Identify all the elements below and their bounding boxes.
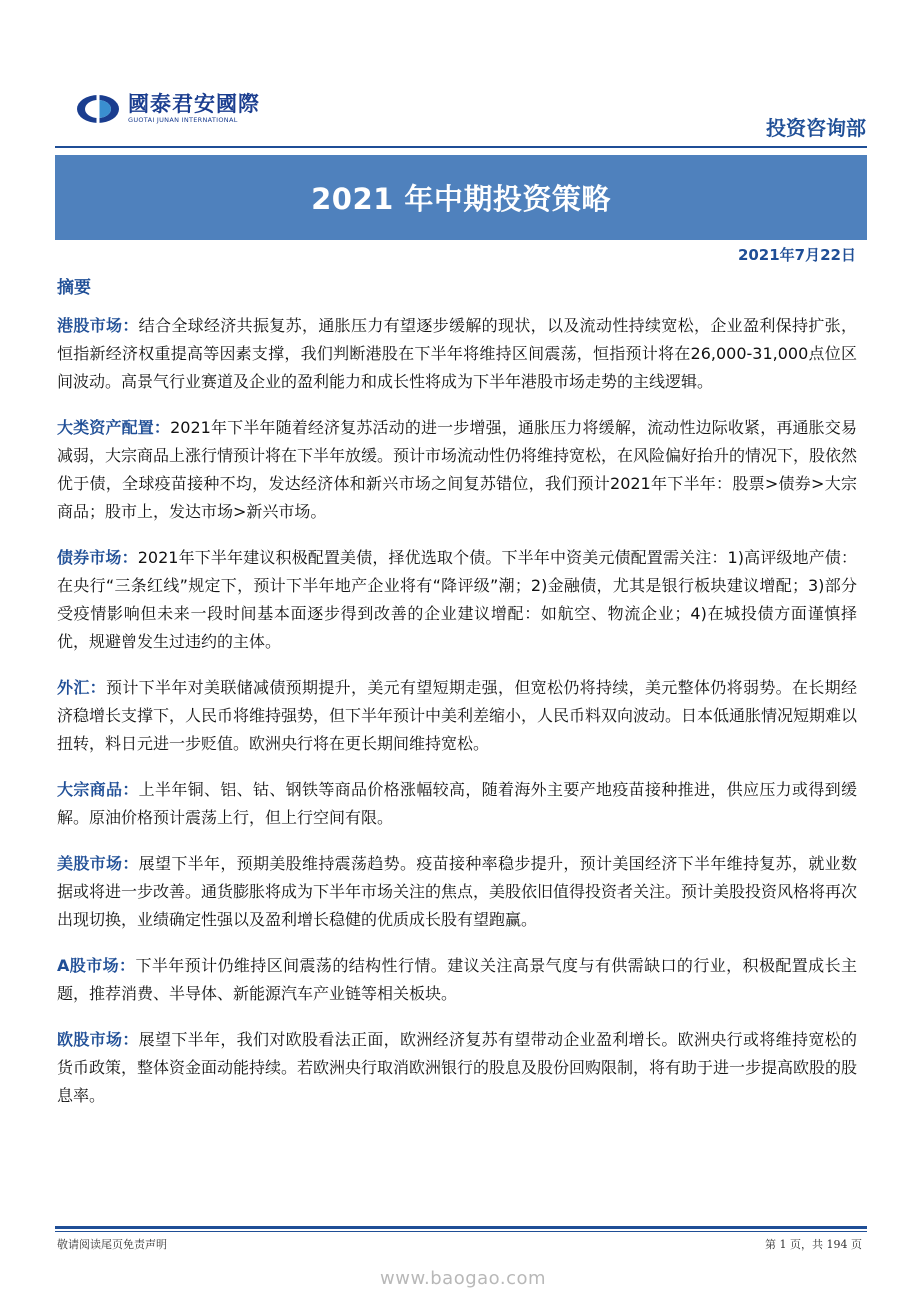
footer-disclaimer: 敬请阅读尾页免责声明 (57, 1238, 167, 1251)
section-hk-stocks (57, 312, 857, 396)
section-text: 预计下半年对美联储减债预期提升，美元有望短期走强，但宽松仍将持续，美元整体仍将弱势。在长期经济稳增长支撑下，人民币将维持强势，但下半年预计中美利差缩小，人民币料双向波动。日本低通胀情况短期难以扭转，料日元进一步贬值。欧洲央行将在更长期间维持宽松。 (57, 678, 858, 753)
footer-divider-thick (55, 1226, 867, 1229)
section-forex (57, 674, 857, 758)
footer-divider-thin (55, 1231, 867, 1232)
section-label: 大宗商品： (57, 780, 139, 799)
section-asset-allocation (57, 414, 857, 526)
section-commodities (57, 776, 857, 832)
section-label: 美股市场： (57, 854, 139, 873)
company-logo (76, 92, 260, 125)
logo-chinese-name: 國泰君安國際 (128, 92, 260, 116)
section-text: 结合全球经济共振复苏，通胀压力有望逐步缓解的现状，以及流动性持续宽松，企业盈利保持扩张，恒指新经济权重提高等因素支撑，我们判断港股在下半年将维持区间震荡，恒指预计将在26,000-31,000点位区间波动。高景气行业赛道及企业的盈利能力和成长性将成为下半年港股市场走势的主线逻辑。 (57, 316, 857, 391)
section-text: 2021年下半年随着经济复苏活动的进一步增强，通胀压力将缓解，流动性边际收紧，再通胀交易减弱，大宗商品上涨行情预计将在下半年放缓。预计市场流动性仍将维持宽松，在风险偏好抬升的情况下，股依然优于债，全球疫苗接种不均，发达经济体和新兴市场之间复苏错位，我们预计2021年下半年：股票>债券>大宗商品；股市上，发达市场>新兴市场。 (57, 418, 858, 521)
section-label: 港股市场： (57, 316, 139, 335)
section-text: 上半年铜、铝、钴、钢铁等商品价格涨幅较高，随着海外主要产地疫苗接种推进，供应压力或得到缓解。原油价格预计震荡上行，但上行空间有限。 (57, 780, 857, 827)
footer-page-number: 第 1 页，共 194 页 (765, 1238, 862, 1251)
section-us-stocks (57, 850, 857, 934)
abstract-content (57, 312, 857, 1110)
section-text: 展望下半年，我们对欧股看法正面，欧洲经济复苏有望带动企业盈利增长。欧洲央行或将维持宽松的货币政策，整体资金面动能持续。若欧洲央行取消欧洲银行的股息及股份回购限制，将有助于进一步提高欧股的股息率。 (57, 1030, 858, 1105)
logo-english-name: GUOTAI JUNAN INTERNATIONAL (128, 116, 238, 124)
header-divider (55, 146, 867, 148)
section-eu-stocks (57, 1026, 857, 1110)
abstract-heading: 摘要 (57, 278, 91, 298)
report-title: 2021 年中期投资策略 (311, 182, 611, 216)
watermark: www.baogao.com (380, 1268, 547, 1289)
section-label: 欧股市场： (57, 1030, 139, 1049)
section-text: 下半年预计仍维持区间震荡的结构性行情。建议关注高景气度与有供需缺口的行业，积极配置成长主题，推荐消费、半导体、新能源汽车产业链等相关板块。 (57, 956, 857, 1003)
section-label: A股市场： (57, 956, 136, 975)
department-name: 投资咨询部 (766, 116, 866, 140)
section-text: 展望下半年，预期美股维持震荡趋势。疫苗接种率稳步提升，预计美国经济下半年维持复苏，就业数据或将进一步改善。通货膨胀将成为下半年市场关注的焦点，美股依旧值得投资者关注。预计美股投资风格将再次出现切换，业绩确定性强以及盈利增长稳健的优质成长股有望跑赢。 (57, 854, 858, 929)
section-label: 债券市场： (57, 548, 138, 567)
section-text: 2021年下半年建议积极配置美债，择优选取个债。下半年中资美元债配置需关注：1)高评级地产债：在央行“三条红线”规定下，预计下半年地产企业将有“降评级”潮；2)金融债，尤其是银行板块建议增配；3)部分受疫情影响但未来一段时间基本面逐步得到改善的企业建议增配：如航空、物流企业；4)在城投债方面谨慎择优，规避曾发生过违约的主体。 (57, 548, 857, 651)
section-bond-market (57, 544, 857, 656)
section-label: 外汇： (57, 678, 106, 697)
section-label: 大类资产配置： (57, 418, 171, 437)
report-date: 2021年7月22日 (737, 246, 856, 264)
title-banner (55, 155, 867, 240)
company-logo-icon (76, 94, 120, 124)
section-a-shares (57, 952, 857, 1008)
